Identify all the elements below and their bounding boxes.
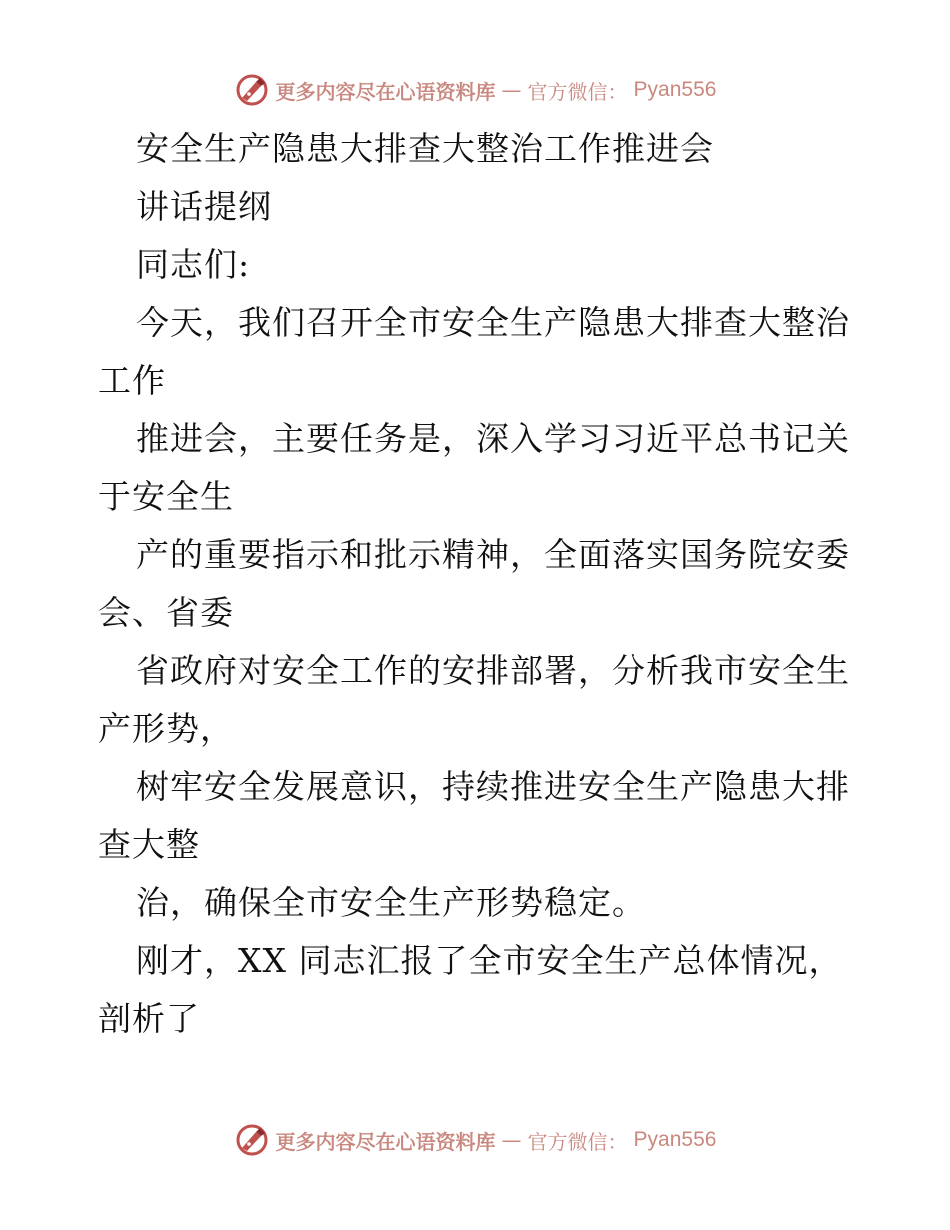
watermark-dash: —	[501, 1128, 522, 1152]
doc-line: 讲话提纲	[136, 187, 272, 226]
watermark-wechat-label: 官方微信：	[527, 79, 628, 104]
watermark-wechat-id: Pyan556	[633, 1128, 717, 1151]
watermark-site-text: 更多内容尽在心语资料库	[275, 79, 496, 104]
watermark-wechat-label: 官方微信：	[527, 1129, 628, 1154]
document-body	[98, 120, 858, 1048]
doc-line: 查大整	[98, 825, 200, 864]
doc-line: 工作	[98, 361, 166, 400]
doc-line: 会、省委	[98, 593, 234, 632]
watermark-footer	[0, 1120, 950, 1160]
doc-line: 于安全生	[98, 477, 234, 516]
doc-line: 治，确保全市安全生产形势稳定。	[136, 883, 646, 922]
watermark-wechat-id: Pyan556	[633, 78, 717, 101]
doc-line: 推进会，主要任务是，深入学习习近平总书记关	[136, 419, 850, 458]
pen-nib-logo-icon	[234, 1122, 270, 1158]
pen-nib-logo-icon	[234, 72, 270, 108]
watermark-header	[0, 70, 950, 110]
watermark-dash: —	[501, 78, 522, 102]
doc-line: 刚才，XX 同志汇报了全市安全生产总体情况，	[136, 941, 843, 980]
doc-line: 省政府对安全工作的安排部署，分析我市安全生	[136, 651, 850, 690]
doc-line: 安全生产隐患大排查大整治工作推进会	[136, 129, 714, 168]
doc-line: 产的重要指示和批示精神，全面落实国务院安委	[136, 535, 850, 574]
doc-line: 今天，我们召开全市安全生产隐患大排查大整治	[136, 303, 850, 342]
doc-line: 剖析了	[98, 999, 200, 1038]
doc-line: 产形势，	[98, 709, 234, 748]
doc-line: 树牢安全发展意识，持续推进安全生产隐患大排	[136, 767, 850, 806]
watermark-site-text: 更多内容尽在心语资料库	[275, 1129, 496, 1154]
doc-line: 同志们:	[136, 245, 251, 284]
